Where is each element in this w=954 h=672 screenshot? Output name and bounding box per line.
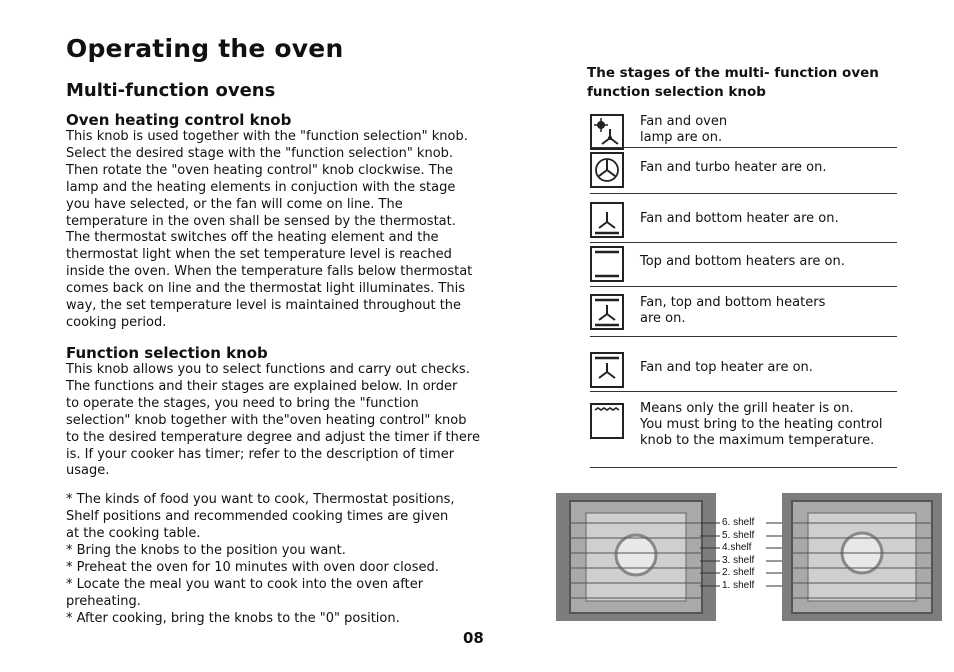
stage-item	[590, 200, 900, 244]
stage-text: Fan and oven lamp are on.	[640, 114, 728, 145]
stage-text: Fan and turbo heater are on.	[640, 160, 827, 175]
function-knob-section	[66, 344, 516, 480]
stage-item	[590, 112, 900, 150]
shelf-label: 1. shelf	[722, 579, 755, 591]
fan-top-heater-icon	[590, 352, 624, 388]
fan-top-bottom-heater-icon	[590, 294, 624, 330]
stage-item	[590, 400, 900, 470]
page-number: 08	[463, 629, 484, 647]
fan-lamp-icon	[590, 114, 624, 150]
shelf-label: 6. shelf	[722, 517, 755, 528]
function-knob-heading: Function selection knob	[66, 344, 268, 362]
stage-item	[590, 244, 900, 288]
divider	[590, 391, 897, 392]
fan-bottom-heater-icon	[590, 202, 624, 238]
top-bottom-heater-icon	[590, 246, 624, 282]
stage-item	[590, 350, 900, 394]
oven-interior-image	[556, 493, 716, 621]
page-title: Operating the oven	[66, 34, 344, 63]
function-knob-text: This knob allows you to select functions and carry out checks. The functions and their stages are explained below. In order to operate the stages, you need to bring the "function selection" knob together with the"oven heating control" knob to the desired temperature degree and adjust the timer if there is. If your cooker has timer; refer to the description of timer usage.	[66, 362, 480, 479]
turbo-fan-icon	[590, 152, 624, 188]
divider	[590, 467, 897, 468]
divider	[590, 336, 897, 337]
shelf-label: 5. shelf	[722, 529, 755, 541]
divider	[590, 286, 897, 287]
stage-text: Means only the grill heater is on. You must bring to the heating control knob to the maximum temperature.	[640, 401, 883, 448]
stage-text: Top and bottom heaters are on.	[640, 254, 845, 269]
divider	[590, 147, 897, 148]
stage-item	[590, 150, 900, 194]
heating-knob-text: This knob is used together with the "function selection" knob. Select the desired stage with the "function selection" knob. Then rotate the "oven heating control" knob clockwise. The lamp and the heating elements in conjuction with the stage you have selected, or the fan will come on line. The temperature in the oven shall be sensed by the thermostat. The thermostat switches off the heating element and the thermostat light when the set temperature level is reached inside the oven. When the temperature falls below thermostat comes back on line and the thermostat light illuminates. This way, the set temperature level is maintained throughout the cooking period.	[66, 129, 473, 330]
page-subtitle: Multi-function ovens	[66, 80, 276, 101]
oven-interior-image	[782, 493, 942, 621]
grill-icon	[590, 403, 624, 439]
shelf-leader-lines	[700, 515, 790, 605]
divider	[590, 242, 897, 243]
usage-notes: * The kinds of food you want to cook, Thermostat positions, Shelf positions and recommended cooking times are given at the cooking table. * Bring the knobs to the position you want. * Preheat the oven for 10 minutes with oven door closed. * Locate the meal you want to cook into the oven after preheating. * After cooking, bring the knobs to the "0" position.	[66, 492, 455, 626]
stages-heading: The stages of the multi- function oven function selection knob	[587, 65, 879, 100]
heating-knob-heading: Oven heating control knob	[66, 111, 292, 129]
shelf-label: 3. shelf	[722, 554, 755, 566]
shelf-label: 4.shelf	[722, 542, 752, 554]
divider	[590, 193, 897, 194]
stage-text: Fan and bottom heater are on.	[640, 211, 839, 226]
stage-text: Fan, top and bottom heaters are on.	[640, 295, 826, 326]
heating-knob-section	[66, 111, 516, 332]
stage-text: Fan and top heater are on.	[640, 360, 813, 375]
stage-item	[590, 292, 900, 336]
shelf-label: 2. shelf	[722, 567, 755, 579]
